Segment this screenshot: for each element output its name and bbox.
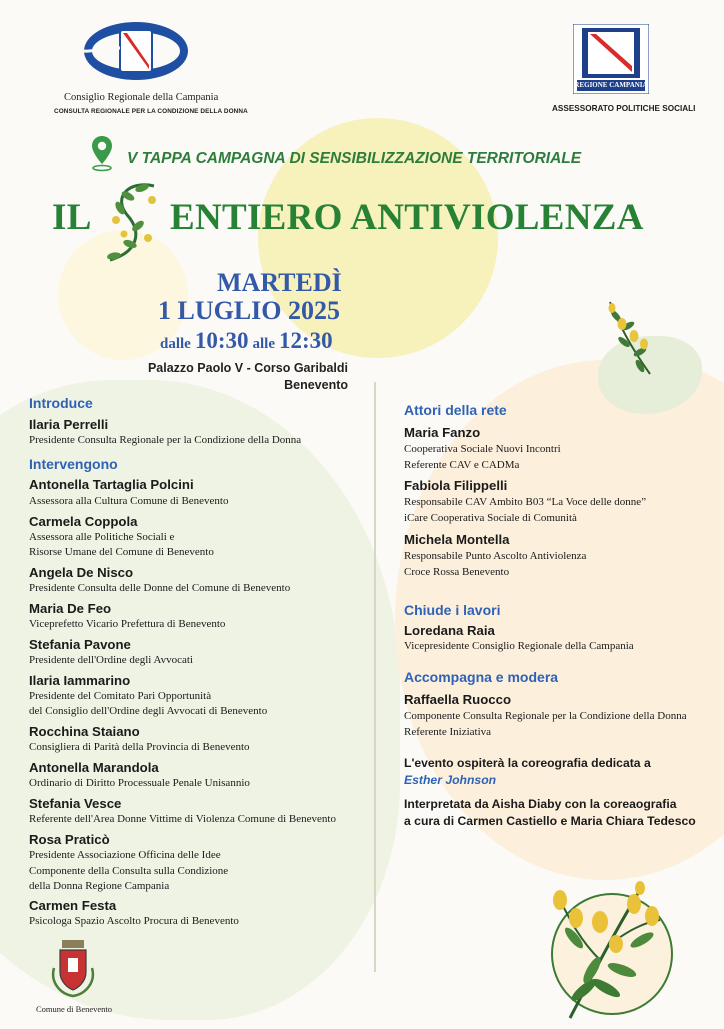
hours-start: 10:30 [194, 328, 249, 353]
speaker-name: Loredana Raia [404, 623, 495, 638]
speaker-role: Presidente dell'Ordine degli Avvocati [29, 654, 193, 666]
dedicatee-name: Esther Johnson [404, 773, 497, 787]
olive-branch-right-icon [600, 296, 662, 385]
section-chiude: Chiude i lavori [404, 602, 501, 618]
speaker-role: Ordinario di Diritto Processuale Penale Unisannio [29, 777, 250, 789]
speaker-role: Consigliera di Parità della Provincia di Benevento [29, 741, 250, 753]
assessorato-label: ASSESSORATO POLITICHE SOCIALI [552, 104, 696, 113]
speaker-role: Viceprefetto Vicario Prefettura di Benevento [29, 618, 226, 630]
speaker-role: Presidente Consulta delle Donne del Comune di Benevento [29, 582, 291, 594]
hours-to-word: alle [252, 336, 276, 352]
speaker-name: Rosa Praticò [29, 832, 110, 847]
section-introduce: Introduce [29, 395, 93, 411]
speaker-name: Antonella Marandola [29, 760, 159, 775]
speaker-name: Carmen Festa [29, 898, 117, 913]
speaker-name: Fabiola Filippelli [404, 478, 508, 493]
speaker-role: Responsabile CAV Ambito B03 “La Voce delle donne” [404, 496, 647, 508]
council-subtitle: CONSULTA REGIONALE PER LA CONDIZIONE DELLA DONNA [54, 108, 248, 115]
speaker-role: Referente Iniziativa [404, 726, 492, 738]
speaker-name: Ilaria Iammarino [29, 673, 131, 688]
speaker-role: Presidente Consulta Regionale per la Condizione della Donna [29, 434, 302, 446]
title-rest: ENTIERO ANTIVIOLENZA [170, 197, 644, 238]
speaker-role: della Donna Regione Campania [29, 880, 170, 892]
speaker-role: Vicepresidente Consiglio Regionale della Campania [404, 640, 634, 652]
speaker-role: Responsabile Punto Ascolto Antiviolenza [404, 550, 587, 562]
speaker-role: Referente CAV e CADMa [404, 459, 520, 471]
speaker-name: Stefania Pavone [29, 637, 131, 652]
speaker-role: Presidente Associazione Officina delle Idee [29, 849, 221, 861]
speaker-role: Componente Consulta Regionale per la Condizione della Donna [404, 710, 687, 722]
speaker-role: Assessora alla Cultura Comune di Benevento [29, 495, 229, 507]
event-hours [160, 328, 333, 354]
performer-name: Aisha Diaby [491, 797, 562, 811]
comune-coat-of-arms [50, 938, 96, 1003]
olive-flower-illustration-icon [530, 870, 680, 1029]
choreography-intro: L'evento ospiterà la coreografia dedicata a [404, 756, 651, 770]
event-venue [148, 360, 348, 394]
speaker-role: Risorse Umane del Comune di Benevento [29, 546, 214, 558]
event-date: 1 LUGLIO 2025 [158, 296, 341, 325]
speaker-name: Maria De Feo [29, 601, 112, 616]
council-name: Consiglio Regionale della Campania [64, 92, 219, 103]
speaker-role: Assessora alle Politiche Sociali e [29, 531, 175, 543]
location-pin-icon [90, 134, 114, 177]
speaker-name: Angela De Nisco [29, 565, 134, 580]
council-logo [82, 18, 190, 89]
regione-logo-label: REGIONE CAMPANIA [574, 81, 648, 89]
section-intervengono: Intervengono [29, 456, 118, 472]
hours-from-word: dalle [160, 336, 191, 352]
comune-label: Comune di Benevento [36, 1004, 113, 1014]
speaker-name: Raffaella Ruocco [404, 692, 511, 707]
tappa-subtitle: V TAPPA CAMPAGNA DI SENSIBILIZZAZIONE TERRITORIALE [127, 150, 582, 167]
event-weekday: MARTEDÌ [217, 268, 342, 297]
title-il: IL [52, 197, 92, 238]
performer-suffix: con la coreaografia [561, 797, 677, 811]
speaker-name: Michela Montella [404, 532, 510, 547]
section-attori: Attori della rete [404, 402, 507, 418]
choreography-credits: a cura di Carmen Castiello e Maria Chiara Tedesco [404, 814, 696, 828]
speaker-role: Componente della Consulta sulla Condizione [29, 865, 229, 877]
speaker-role: del Consiglio dell'Ordine degli Avvocati di Benevento [29, 705, 268, 717]
speaker-role: Psicologa Spazio Ascolto Procura di Benevento [29, 915, 239, 927]
speaker-role: Referente dell'Area Donne Vittime di Violenza Comune di Benevento [29, 813, 336, 825]
speaker-role: Cooperativa Sociale Nuovi Incontri [404, 443, 561, 455]
speaker-role: Croce Rossa Benevento [404, 566, 510, 578]
section-modera: Accompagna e modera [404, 669, 559, 685]
regione-campania-logo [573, 24, 649, 99]
speaker-role: Presidente del Comitato Pari Opportunità [29, 690, 212, 702]
choreography-dedicatee [404, 772, 496, 790]
column-divider [374, 382, 376, 972]
venue-city: Benevento [284, 378, 348, 392]
olive-branch-s-icon [98, 176, 170, 273]
speaker-name: Maria Fanzo [404, 425, 481, 440]
speaker-name: Carmela Coppola [29, 514, 138, 529]
speaker-name: Stefania Vesce [29, 796, 122, 811]
performer-prefix: Interpretata da [404, 797, 492, 811]
choreography-performer [404, 796, 677, 814]
speaker-role: iCare Cooperativa Sociale di Comunità [404, 512, 577, 524]
speaker-name: Ilaria Perrelli [29, 417, 109, 432]
speaker-name: Rocchina Staiano [29, 724, 140, 739]
venue-address: Palazzo Paolo V - Corso Garibaldi [147, 361, 348, 375]
speaker-name: Antonella Tartaglia Polcini [29, 477, 194, 492]
hours-end: 12:30 [279, 328, 333, 353]
